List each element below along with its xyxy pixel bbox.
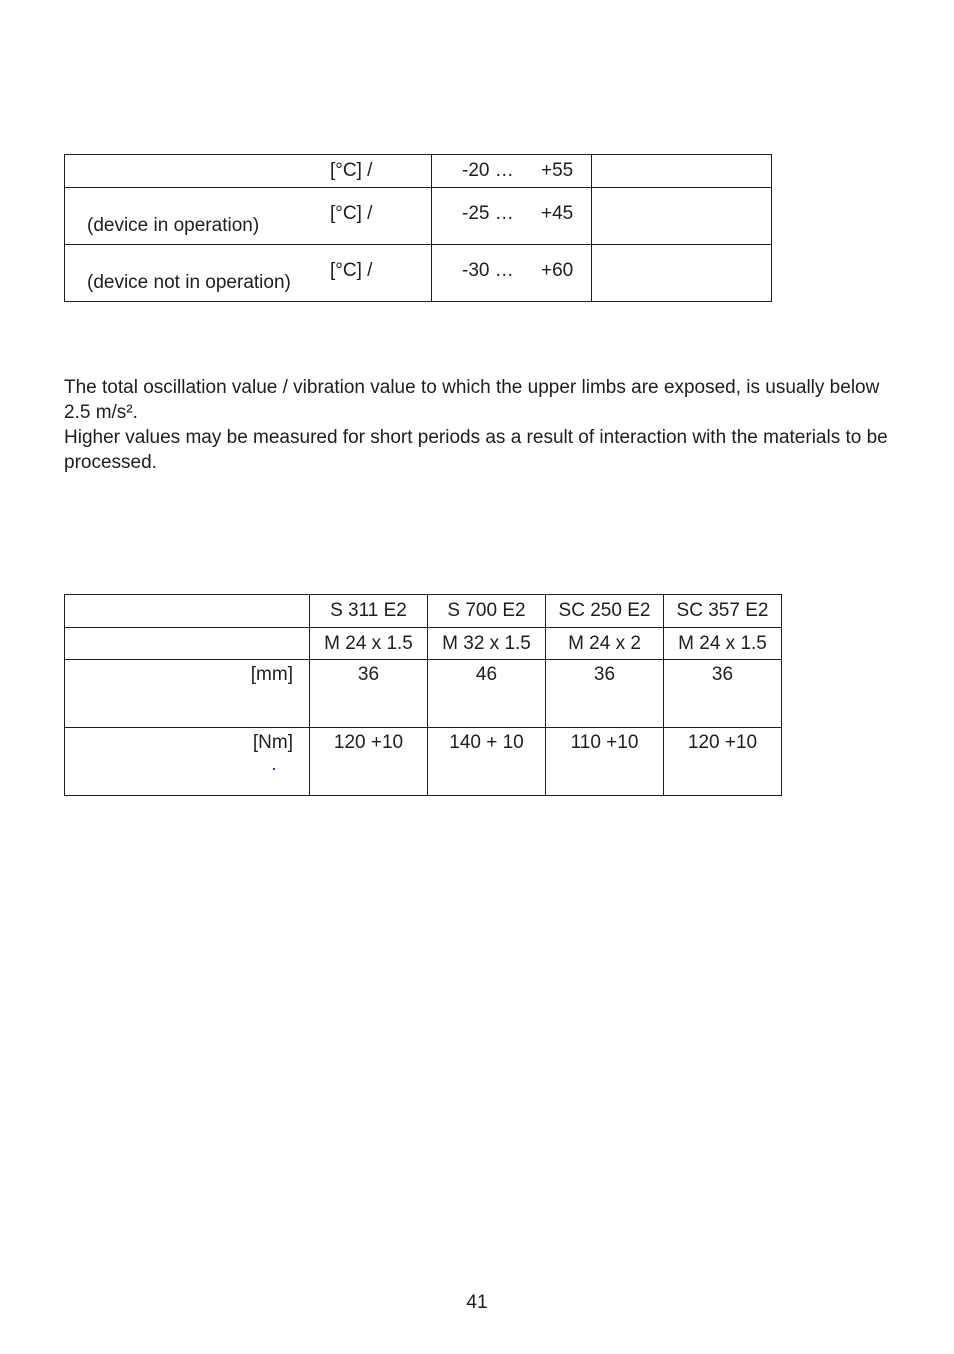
thread-row [65, 628, 782, 660]
torque-cell: 110 +10 [546, 728, 664, 796]
temperature-row [65, 188, 772, 245]
wrench-unit-label: [mm] [65, 660, 310, 728]
temperature-extra-cell [592, 245, 772, 302]
temperature-row [65, 245, 772, 302]
wrench-size-cell: 46 [428, 660, 546, 728]
temperature-label-cell [65, 155, 432, 188]
temperature-label-cell [65, 188, 432, 245]
temperature-label-cell [65, 245, 432, 302]
temperature-range-cell [432, 155, 592, 188]
torque-row [65, 728, 782, 796]
vibration-text [64, 375, 904, 475]
torque-cell: 120 +10 [664, 728, 782, 796]
temperature-row [65, 155, 772, 188]
thread-cell: M 24 x 1.5 [664, 628, 782, 660]
temperature-unit: [°C] / [330, 260, 373, 281]
temperature-range-cell [432, 245, 592, 302]
temperature-min: -25 … [462, 203, 514, 224]
model-cell: S 311 E2 [310, 595, 428, 628]
temperature-unit: [°C] / [330, 160, 373, 181]
temperature-table [64, 154, 772, 302]
model-header-row [65, 595, 782, 628]
model-cell: S 700 E2 [428, 595, 546, 628]
thread-cell: M 24 x 1.5 [310, 628, 428, 660]
empty-header-cell [65, 628, 310, 660]
temperature-extra-cell [592, 188, 772, 245]
thread-cell: M 32 x 1.5 [428, 628, 546, 660]
model-cell: SC 250 E2 [546, 595, 664, 628]
temperature-unit: [°C] / [330, 203, 373, 224]
temperature-range-cell [432, 188, 592, 245]
wrench-size-cell: 36 [310, 660, 428, 728]
torque-table [64, 594, 782, 796]
thread-cell: M 24 x 2 [546, 628, 664, 660]
empty-header-cell [65, 595, 310, 628]
temperature-min: -30 … [462, 260, 514, 281]
torque-unit-label: [Nm] [252, 732, 293, 753]
temperature-max: +60 [541, 260, 574, 281]
wrench-size-cell: 36 [546, 660, 664, 728]
temperature-extra-cell [592, 155, 772, 188]
temperature-condition-label: (device in operation) [87, 215, 260, 236]
dot-mark [273, 768, 275, 770]
model-cell: SC 357 E2 [664, 595, 782, 628]
torque-cell: 120 +10 [310, 728, 428, 796]
wrench-size-cell: 36 [664, 660, 782, 728]
wrench-size-row [65, 660, 782, 728]
vibration-paragraph: Higher values may be measured for short periods as a result of interaction with the materials to be processed. [64, 427, 888, 473]
temperature-condition-label: (device not in operation) [87, 272, 291, 293]
torque-cell: 140 + 10 [428, 728, 546, 796]
page-number: 41 [466, 1292, 488, 1313]
torque-unit-cell [65, 728, 310, 796]
vibration-paragraph: The total oscillation value / vibration value to which the upper limbs are exposed, is usually below 2.5 m/s². [64, 377, 880, 423]
temperature-max: +45 [541, 203, 574, 224]
temperature-min: -20 … [462, 160, 514, 181]
temperature-max: +55 [541, 160, 574, 181]
